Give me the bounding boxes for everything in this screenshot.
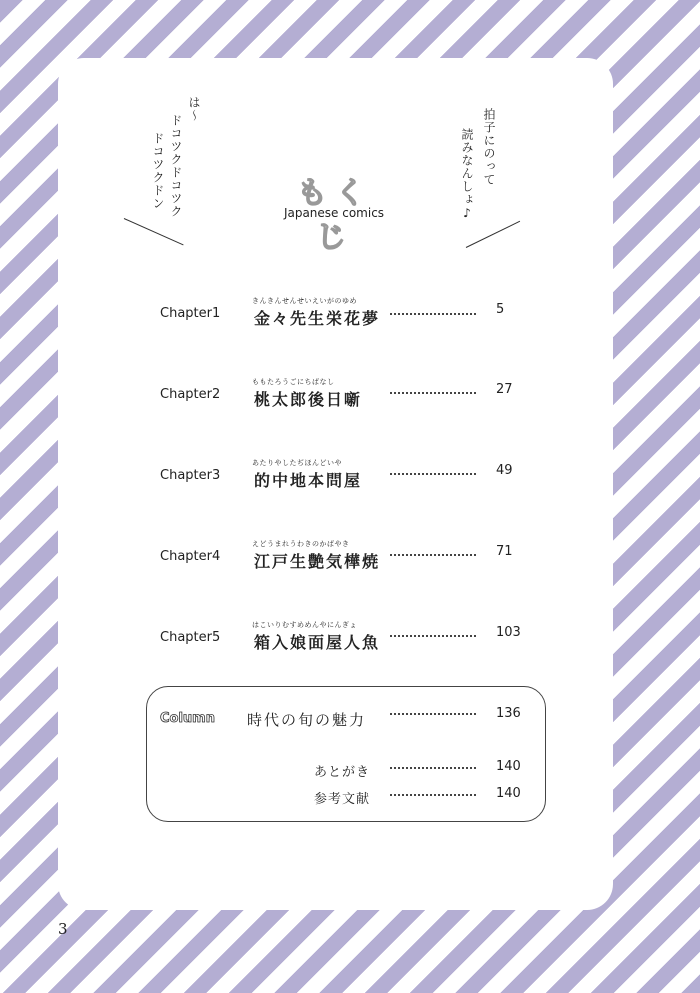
chapter-title: 桃太郎後日噺 bbox=[254, 390, 363, 409]
chapter-label: Chapter3 bbox=[160, 468, 221, 483]
dot-leader bbox=[390, 713, 476, 715]
chapter-ruby: あたりやしたぢほんどいや bbox=[252, 459, 342, 467]
left-callout-line-3: ドコツクドン bbox=[151, 132, 165, 210]
chapter-ruby: ももたろうごにちばなし bbox=[252, 378, 335, 386]
chapter-page-number: 5 bbox=[496, 302, 505, 317]
left-callout-line-1: は～ bbox=[187, 96, 201, 122]
dot-leader bbox=[390, 794, 476, 796]
chapter-page-number: 71 bbox=[496, 544, 513, 559]
dot-leader bbox=[390, 473, 476, 475]
afterword-title: あとがき bbox=[314, 765, 371, 780]
chapter-title: 箱入娘面屋人魚 bbox=[254, 633, 381, 652]
page-title: もくじ bbox=[297, 176, 373, 255]
column-label: Column bbox=[160, 711, 215, 726]
dot-leader bbox=[390, 767, 476, 769]
column-item-page-number: 136 bbox=[496, 706, 521, 721]
dot-leader bbox=[390, 554, 476, 556]
dot-leader bbox=[390, 313, 476, 315]
chapter-ruby: えどうまれうわきのかばやき bbox=[252, 540, 350, 548]
chapter-ruby: きんきんせんせいえいがのゆめ bbox=[252, 297, 357, 305]
references-page-number: 140 bbox=[496, 786, 521, 801]
chapter-label: Chapter5 bbox=[160, 630, 221, 645]
dot-leader bbox=[390, 392, 476, 394]
chapter-ruby: はこいりむすめめんやにんぎょ bbox=[252, 621, 357, 629]
chapter-title: 江戸生艶気樺焼 bbox=[254, 552, 381, 571]
dot-leader bbox=[390, 635, 476, 637]
afterword-page-number: 140 bbox=[496, 759, 521, 774]
page-subtitle: Japanese comics bbox=[283, 206, 385, 220]
right-callout-line-1: 拍子にのって bbox=[482, 108, 496, 186]
chapter-label: Chapter2 bbox=[160, 387, 221, 402]
chapter-title: 的中地本問屋 bbox=[254, 471, 363, 490]
chapter-page-number: 49 bbox=[496, 463, 513, 478]
chapter-title: 金々先生栄花夢 bbox=[254, 309, 381, 328]
left-callout-line-2: ドコツクドコツク bbox=[169, 114, 183, 218]
chapter-label: Chapter4 bbox=[160, 549, 221, 564]
chapter-label: Chapter1 bbox=[160, 306, 221, 321]
column-item-title: 時代の旬の魅力 bbox=[247, 711, 367, 729]
right-callout-line-2: 読みなんしょ♪ bbox=[460, 128, 474, 221]
chapter-page-number: 27 bbox=[496, 382, 513, 397]
references-title: 参考文献 bbox=[314, 792, 371, 807]
page-number: 3 bbox=[58, 920, 68, 938]
chapter-page-number: 103 bbox=[496, 625, 521, 640]
